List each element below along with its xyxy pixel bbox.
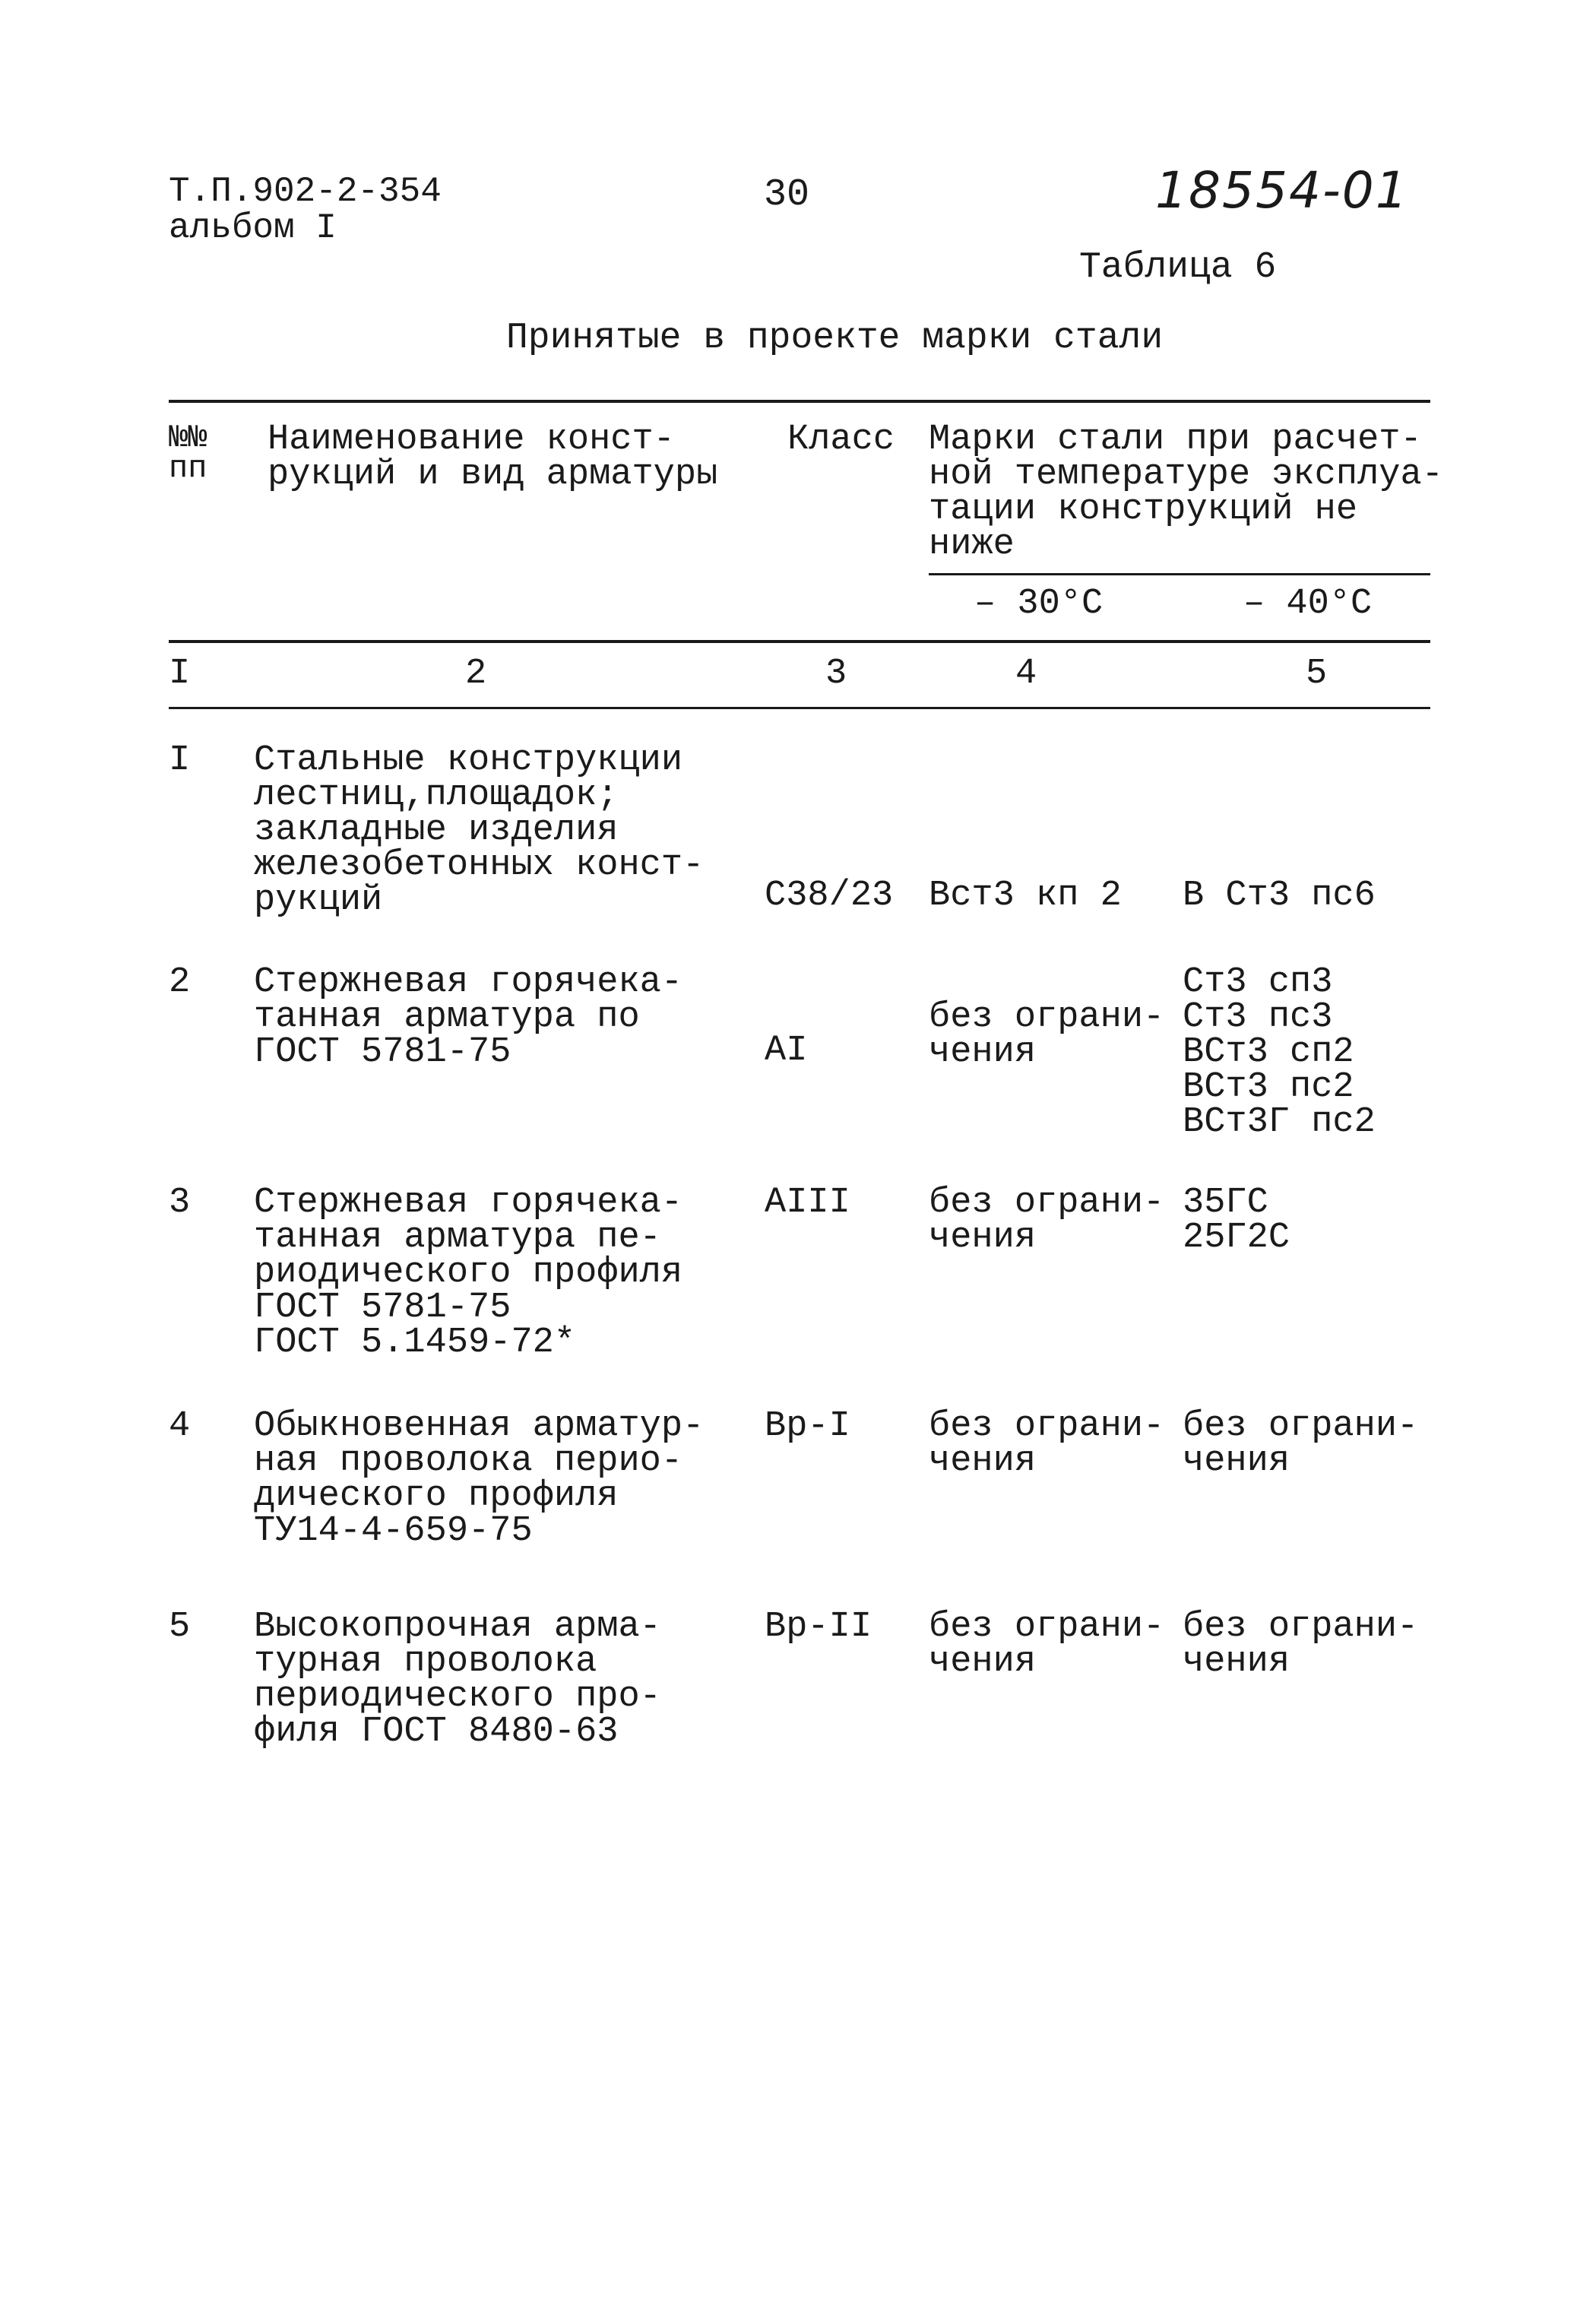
- column-header-class: Класс: [787, 420, 895, 460]
- row-3-name: Стержневая горячека- танная арматура пе- риодического профиля ГОСТ 5781-75 ГОСТ 5.1459-72*: [254, 1183, 683, 1363]
- row-2-grade-minus-40: Ст3 сп3 Ст3 пс3 ВСт3 сп2 ВСт3 пс2 ВСт3Г пс2: [1183, 962, 1376, 1142]
- row-3-number: 3: [169, 1183, 191, 1223]
- row-4-name: Обыкновенная арматур- ная проволока перио- дического профиля ТУ14-4-659-75: [254, 1406, 705, 1551]
- column-header-name: Наименование конст- рукций и вид арматуры: [268, 420, 718, 495]
- row-5-grade-minus-40: без ограни- чения: [1183, 1607, 1419, 1682]
- row-1-grade-minus-30: Вст3 кп 2: [929, 876, 1122, 916]
- row-1-number: I: [169, 740, 191, 781]
- row-2-class: АI: [765, 1031, 808, 1071]
- column-number-2: 2: [465, 654, 487, 694]
- row-1-grade-minus-40: В Ст3 пс6: [1183, 876, 1376, 916]
- table-label: Таблица 6: [1079, 247, 1277, 288]
- row-5-number: 5: [169, 1607, 191, 1647]
- row-1-name: Стальные конструкции лестниц,площадок; закладные изделия железобетонных конст- рукций: [254, 740, 705, 920]
- temperature-subheader-rule: [929, 573, 1430, 575]
- row-4-grade-minus-30: без ограни- чения: [929, 1406, 1165, 1481]
- column-header-number: №№ пп: [169, 420, 207, 486]
- row-3-grade-minus-40: 35ГС 25Г2С: [1183, 1183, 1290, 1258]
- column-header-minus-30: – 30°С: [974, 584, 1104, 624]
- column-header-minus-40: – 40°С: [1243, 584, 1373, 624]
- column-number-5: 5: [1306, 654, 1328, 694]
- row-4-class: Вр-I: [765, 1406, 850, 1446]
- column-number-3: 3: [825, 654, 847, 694]
- row-3-grade-minus-30: без ограни- чения: [929, 1183, 1165, 1258]
- inventory-number: 18554-01: [1155, 161, 1409, 220]
- column-header-steel-grades: Марки стали при расчет- ной температуре эксплуа- тации конструкций не ниже: [929, 420, 1443, 565]
- column-number-1: I: [169, 654, 191, 694]
- row-2-number: 2: [169, 962, 191, 1003]
- row-4-number: 4: [169, 1406, 191, 1446]
- header-bottom-rule: [169, 640, 1430, 643]
- table-top-rule: [169, 400, 1430, 403]
- row-3-class: АIII: [765, 1183, 850, 1223]
- row-5-grade-minus-30: без ограни- чения: [929, 1607, 1165, 1682]
- column-number-4: 4: [1015, 654, 1037, 694]
- album-label: альбом I: [169, 208, 337, 248]
- row-4-grade-minus-40: без ограни- чения: [1183, 1406, 1419, 1481]
- document-code: Т.П.902-2-354: [169, 172, 442, 211]
- row-2-name: Стержневая горячека- танная арматура по ГОСТ 5781-75: [254, 962, 683, 1072]
- column-numbers-rule: [169, 707, 1430, 709]
- row-2-grade-minus-30: без ограни- чения: [929, 997, 1165, 1072]
- page-title: Принятые в проекте марки стали: [506, 318, 1164, 359]
- row-5-name: Высокопрочная арма- турная проволока периодического про- филя ГОСТ 8480-63: [254, 1607, 661, 1752]
- page-number: 30: [764, 173, 810, 217]
- row-1-class: С38/23: [765, 876, 894, 916]
- row-5-class: Вр-II: [765, 1607, 872, 1647]
